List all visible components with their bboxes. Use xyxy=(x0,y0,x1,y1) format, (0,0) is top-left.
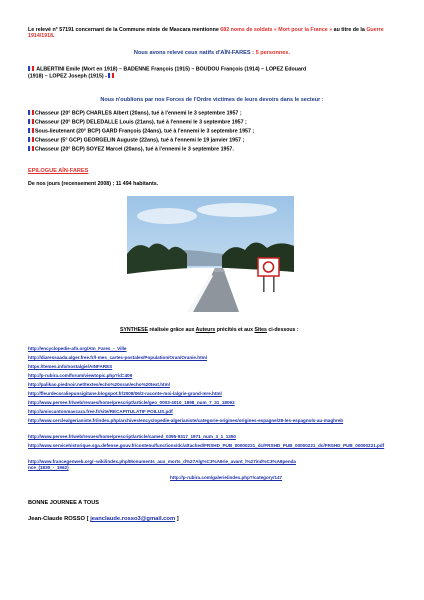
source-link[interactable]: http://diaressaada.alger.free.fr/l-mes_cartes-postales/Population/Oran/Oranie.html xyxy=(28,355,207,360)
forces-item xyxy=(28,146,398,153)
source-link[interactable]: http://www.cerclealgerianiste.fr/index.php/archives/encyclopedie-algerianiste/categorie-origines/origines-espagne/28-les-espagnols-au-maghreb xyxy=(28,418,344,423)
forces-list xyxy=(28,110,398,155)
french-flag-icon xyxy=(28,119,34,124)
epilogue-population: De nos jours (recensement 2008) ; 11 494 habitants. xyxy=(28,181,159,187)
intro-paragraph xyxy=(28,27,393,40)
soldiers-1914-line2: (1918) – LOPEZ Joseph (1915) - xyxy=(28,73,109,80)
epilogue-title: EPILOGUE AÏN-FARES xyxy=(28,168,89,174)
source-link[interactable]: http://p-rubira.com/galerie/index.php?/category/147 xyxy=(170,475,283,480)
signoff: BONNE JOURNEE A TOUS xyxy=(28,500,99,506)
author-name: Jean-Claude ROSSO xyxy=(28,516,86,522)
french-flag-icon xyxy=(28,66,34,71)
synthese-line xyxy=(120,327,299,333)
source-link[interactable]: http://p-rubira.com/forum/viewtopic.php?id=409 xyxy=(28,373,133,378)
source-link[interactable]: http://palikao.piednoir.net/textes/echo%20oran/echo%20text.html xyxy=(28,382,170,387)
intro-text-1: Le relevé n° 57191 concernant de la Commune mixte de Mascara mentionne xyxy=(28,27,221,33)
french-flag-icon xyxy=(28,146,34,151)
natifs-count: 5 personnes. xyxy=(255,50,291,56)
forces-item-text: Chasseur (5° GCP) GEORGELIN Auguste (22ans), tué à l'ennemi le 19 janvier 1957 ; xyxy=(35,137,245,144)
forces-item-text: Chasseur (20° BCP) SOYEZ Marcel (20ans), tué à l'ennemi le 3 septembre 1957. xyxy=(35,146,234,153)
synthese-text: réalisée grâce aux xyxy=(147,327,196,334)
source-link[interactable]: http://www.francegenweb.org/~wiki/index.php/Monuments_aux_morts_d%27Alg%C3%A9rie_avant_l%27ind%C3%A9pendance_(1830_-_1962) xyxy=(28,459,296,470)
synthese-word: SYNTHESE xyxy=(120,327,148,334)
intro-highlight-soldiers: 682 noms de soldats « Mort pour la France » xyxy=(220,27,333,33)
snow-landscape-photo xyxy=(127,196,294,312)
snow-landscape-image xyxy=(127,196,294,312)
french-flag-icon xyxy=(28,137,34,142)
forces-heading: Nous n'oublions par nos Forces de l'Ordre victimes de leurs devoirs dans le secteur : xyxy=(100,97,324,103)
intro-text-3: . xyxy=(53,33,55,40)
source-link[interactable]: http://www.servicehistorique.sga.defense.gouv.fr/contenu/functions/dc/attached/FRSHD_PUB_00000221_dc/FRSHD_PUB_00000221_dc/FRSHD_PUB_00000221.pdf xyxy=(28,443,385,448)
source-link[interactable]: http://amiscantonmascara.free.fr/site/RECAPITULATIF POILUS.pdf xyxy=(28,409,173,414)
synthese-sites: Sites xyxy=(254,327,267,334)
source-link[interactable]: http://encyclopedie-afn.org/Aïn_Fares_-_Ville xyxy=(28,346,127,351)
forces-item-text: Sous-lieutenant (20° BCP) GARD François (24ans), tué à l'ennemi le 3 septembre 1957 ; xyxy=(35,128,255,135)
author-line: Jean-Claude ROSSO [ jeanclaude.rosso3@gmail.com ] xyxy=(28,516,179,522)
french-flag-icon xyxy=(28,128,34,133)
source-link[interactable]: https://temes.info/nostalgie/AINFARES xyxy=(28,364,113,369)
natifs-text: Nous avons relevé ceux natifs d'AÏN-FARES : xyxy=(133,50,256,56)
source-link[interactable]: http://www.persee.fr/web/revues/home/prescript/article/camed_0395-9317_1971_num_3_1_1350 xyxy=(28,434,236,439)
french-flag-icon xyxy=(28,110,34,115)
forces-item xyxy=(28,110,398,117)
source-link[interactable]: http://fleurdecoraliepunsigitane.blogspot.fr/2008/06/2-raconte-moi-lalgrie-grand-mre.html xyxy=(28,391,222,396)
intro-text-2: au titre de la xyxy=(332,27,367,33)
source-link[interactable]: http://www.persee.fr/web/revues/home/prescript/article/geo_0003-4010_1898_num_7_31_18092 xyxy=(28,400,235,405)
forces-item xyxy=(28,119,398,126)
forces-item xyxy=(28,137,398,144)
soldiers-1914-paragraph xyxy=(28,66,398,80)
natifs-line xyxy=(0,50,424,56)
forces-item-text: Chasseur (20° BCP) DELEDALLE Louis (21ans), tué à l'ennemi le 3 septembre 1957 ; xyxy=(35,119,247,126)
soldiers-1914-line1: ALBERTINI Emile (Mort en 1918) – BADENNE François (1915) – BOUDOU François (1914) – LOPEZ Edouard xyxy=(36,66,307,73)
synthese-auteurs: Auteurs xyxy=(195,327,216,334)
french-flag-icon xyxy=(108,73,114,78)
forces-item-text: Chasseur (20° BCP) CHARLES Albert (20ans), tué à l'ennemi le 3 septembre 1957 ; xyxy=(35,110,242,117)
synthese-text: précités et aux xyxy=(215,327,255,334)
intro-highlight-war: Guerre 1914/1918 xyxy=(28,27,384,40)
forces-item xyxy=(28,128,398,135)
synthese-text: ci-dessous : xyxy=(266,327,299,334)
author-email-link[interactable]: jeanclaude.rosso3@gmail.com xyxy=(90,516,176,522)
